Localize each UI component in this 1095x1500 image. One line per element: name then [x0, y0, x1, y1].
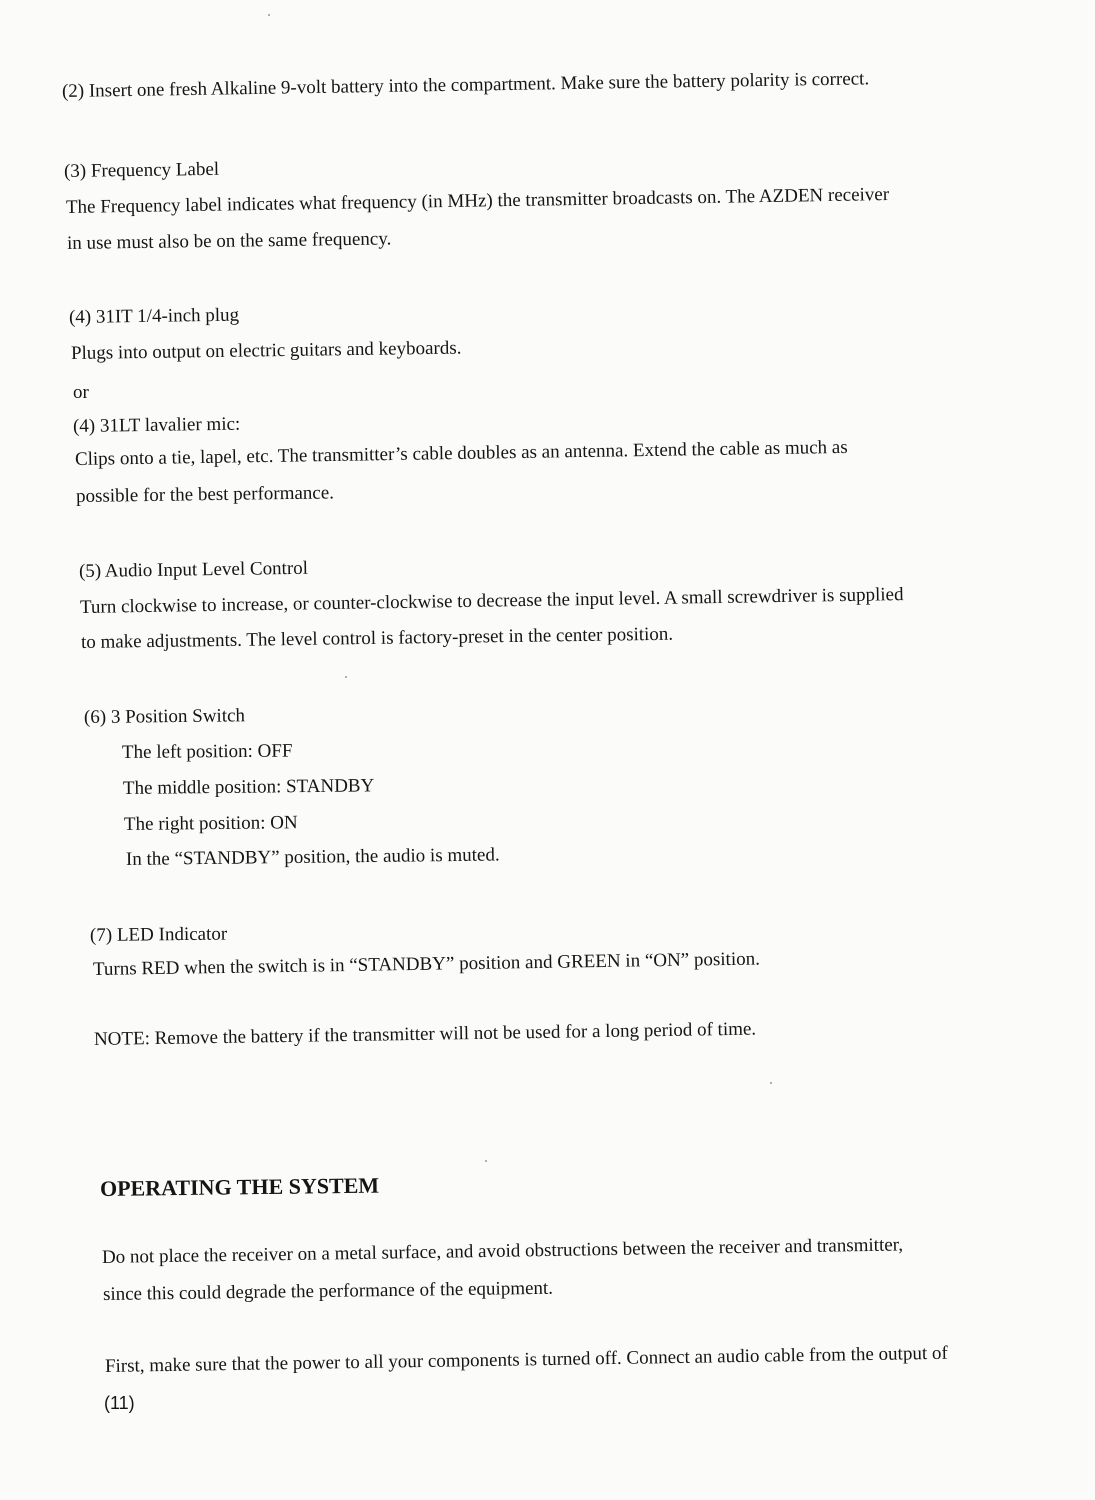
item-6-text: The right position: ON	[123, 812, 298, 835]
note-text: NOTE: Remove the battery if the transmitter will not be used for a long period of time.	[93, 1018, 757, 1050]
section-paragraph: Do not place the receiver on a metal surface, and avoid obstructions between the receiver and transmitter,	[101, 1234, 904, 1268]
item-4-or: or	[73, 382, 89, 403]
item-4-text: Clips onto a tie, lapel, etc. The transmitter’s cable doubles as an antenna. Extend the cable as much as	[74, 436, 848, 470]
item-6-text: The left position: OFF	[121, 740, 293, 763]
scan-speck	[268, 14, 270, 16]
item-4-text: possible for the best performance.	[75, 482, 335, 507]
item-7-heading: (7) LED Indicator	[89, 923, 228, 946]
section-paragraph: since this could degrade the performance of the equipment.	[102, 1277, 554, 1305]
section-paragraph: First, make sure that the power to all your components is turned off. Connect an audio cable from the output of	[104, 1342, 948, 1377]
section-heading: OPERATING THE SYSTEM	[99, 1172, 380, 1201]
item-3-text: The Frequency label indicates what frequency (in MHz) the transmitter broadcasts on. The AZDEN receiver	[65, 184, 890, 218]
item-2-text: (2) Insert one fresh Alkaline 9-volt battery into the compartment. Make sure the battery polarity is correct.	[61, 68, 870, 102]
item-6-text: The middle position: STANDBY	[122, 775, 375, 799]
item-3-text: in use must also be on the same frequency.	[66, 228, 392, 254]
scan-speck	[485, 1160, 487, 1162]
page-number: (11)	[104, 1393, 135, 1413]
item-6-text: In the “STANDBY” position, the audio is muted.	[125, 844, 500, 870]
item-4-heading: (4) 31LT lavalier mic:	[72, 413, 241, 437]
scan-speck	[345, 676, 347, 678]
item-3-heading: (3) Frequency Label	[63, 158, 220, 182]
scan-speck	[770, 1082, 772, 1084]
item-5-text: Turn clockwise to increase, or counter-clockwise to decrease the input level. A small screwdriver is supplied	[79, 584, 904, 618]
item-4-text: Plugs into output on electric guitars and keyboards.	[70, 337, 462, 364]
item-5-heading: (5) Audio Input Level Control	[78, 557, 309, 582]
item-4-heading: (4) 31IT 1/4-inch plug	[68, 304, 240, 328]
item-5-text: to make adjustments. The level control is factory-preset in the center position.	[80, 623, 674, 653]
item-7-text: Turns RED when the switch is in “STANDBY” position and GREEN in “ON” position.	[92, 948, 761, 980]
item-6-heading: (6) 3 Position Switch	[83, 705, 246, 728]
